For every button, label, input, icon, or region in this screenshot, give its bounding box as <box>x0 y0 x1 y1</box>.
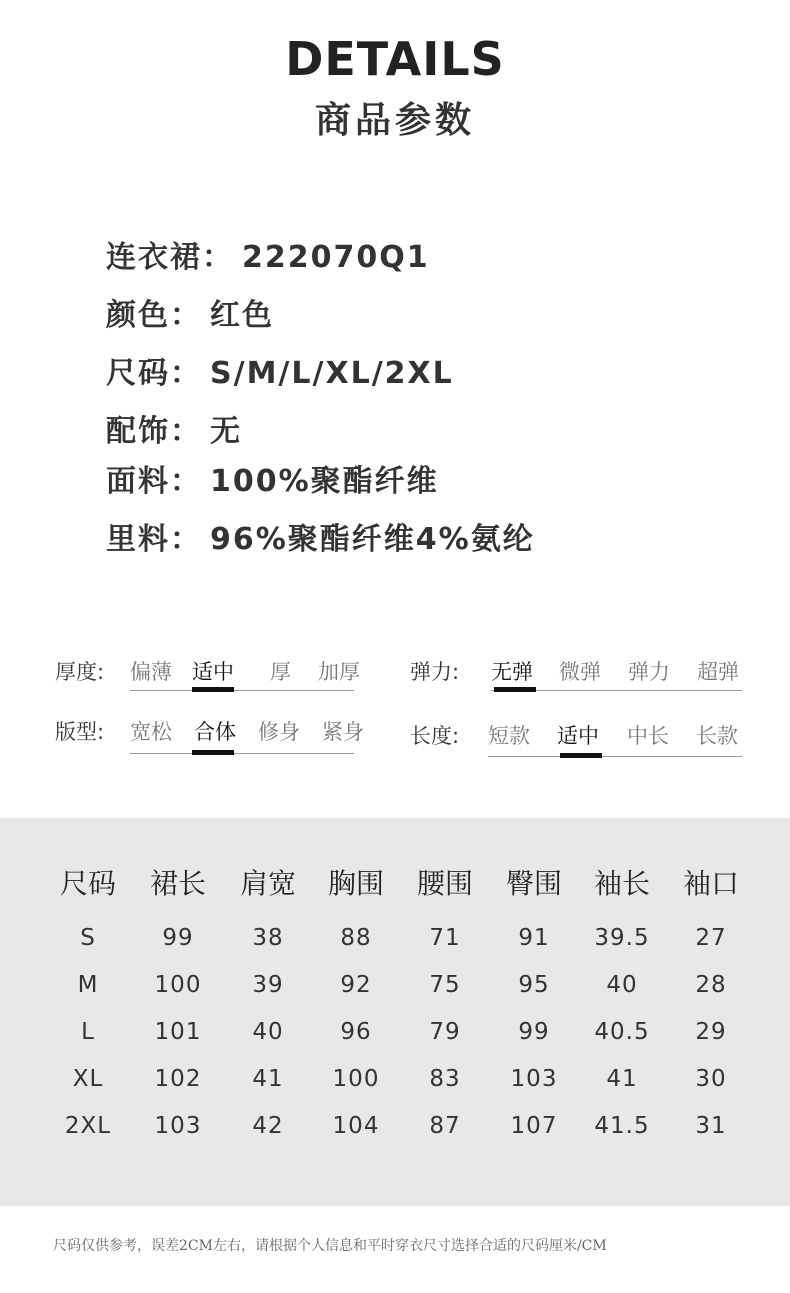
table-cell: 2XL <box>64 1113 112 1139</box>
thickness-option: 厚 <box>270 660 291 684</box>
table-cell: XL <box>72 1066 104 1092</box>
elasticity-option: 弹力 <box>628 660 670 684</box>
table-cell: 99 <box>162 925 194 951</box>
table-cell: 79 <box>429 1019 461 1045</box>
thickness-selected-marker <box>192 687 234 692</box>
table-cell: 29 <box>695 1019 727 1045</box>
thickness-option-selected: 适中 <box>192 660 234 684</box>
spec-row-size <box>106 348 454 392</box>
spec-row-accessory <box>106 406 242 450</box>
spec-row-dress-code <box>106 232 430 276</box>
spec-row-fabric <box>106 456 439 500</box>
spec-value: 红色 <box>210 298 274 333</box>
table-cell: 87 <box>429 1113 461 1139</box>
table-cell: 107 <box>510 1113 558 1139</box>
table-cell: M <box>77 972 99 998</box>
table-cell: 83 <box>429 1066 461 1092</box>
spec-row-color <box>106 290 274 334</box>
table-header-size: 尺码 <box>59 867 116 900</box>
elasticity-option-selected: 无弹 <box>491 660 533 684</box>
table-cell: 40 <box>252 1019 284 1045</box>
spec-label: 连衣裙： <box>106 240 234 275</box>
product-params-title: 商品参数 <box>314 100 475 141</box>
table-header-cuff: 袖口 <box>682 867 739 900</box>
length-option: 短款 <box>488 724 530 748</box>
spec-value: S/M/L/XL/2XL <box>210 356 454 391</box>
spec-value: 222070Q1 <box>242 240 430 275</box>
table-cell: 31 <box>695 1113 727 1139</box>
table-header-bust: 胸围 <box>327 867 384 900</box>
length-selected-marker <box>560 753 602 758</box>
spec-row-lining <box>106 514 535 558</box>
table-cell: 39 <box>252 972 284 998</box>
table-cell: 102 <box>154 1066 202 1092</box>
spec-label: 颜色： <box>106 298 202 333</box>
thickness-label: 厚度: <box>55 660 105 684</box>
table-cell: 39.5 <box>594 925 650 951</box>
spec-value: 100%聚酯纤维 <box>210 464 439 499</box>
table-header-dress-length: 裙长 <box>149 867 206 900</box>
table-cell: 96 <box>340 1019 372 1045</box>
fit-option-selected: 合体 <box>194 720 236 744</box>
thickness-option: 偏薄 <box>130 660 172 684</box>
spec-label: 配饰： <box>106 414 202 449</box>
fit-option: 修身 <box>258 720 300 744</box>
fit-scale-track <box>130 753 354 754</box>
elasticity-option: 超弹 <box>697 660 739 684</box>
spec-label: 里料： <box>106 522 202 557</box>
table-cell: 30 <box>695 1066 727 1092</box>
fit-option: 宽松 <box>130 720 172 744</box>
length-option: 长款 <box>696 724 738 748</box>
table-cell: 27 <box>695 925 727 951</box>
elasticity-label: 弹力: <box>410 660 460 684</box>
details-title: DETAILS <box>285 32 505 86</box>
spec-value: 96%聚酯纤维4%氨纶 <box>210 522 535 557</box>
fit-label: 版型: <box>55 720 105 744</box>
table-cell: 28 <box>695 972 727 998</box>
table-cell: 104 <box>332 1113 380 1139</box>
thickness-option: 加厚 <box>318 660 360 684</box>
spec-label: 面料： <box>106 464 202 499</box>
spec-value: 无 <box>210 414 242 449</box>
length-label: 长度: <box>410 724 460 748</box>
table-cell: 41.5 <box>594 1113 650 1139</box>
length-option-selected: 适中 <box>557 724 599 748</box>
table-cell: 42 <box>252 1113 284 1139</box>
table-cell: 41 <box>606 1066 638 1092</box>
table-cell: 40.5 <box>594 1019 650 1045</box>
table-cell: 103 <box>154 1113 202 1139</box>
table-cell: 75 <box>429 972 461 998</box>
table-cell: 40 <box>606 972 638 998</box>
table-cell: 38 <box>252 925 284 951</box>
size-disclaimer: 尺码仅供参考，误差2CM左右，请根据个人信息和平时穿衣尺寸选择合适的尺码厘米/CM <box>53 1238 607 1254</box>
table-cell: 41 <box>252 1066 284 1092</box>
table-cell: 100 <box>154 972 202 998</box>
table-cell: L <box>81 1019 95 1045</box>
table-cell: 95 <box>518 972 550 998</box>
table-cell: 92 <box>340 972 372 998</box>
table-cell: 91 <box>518 925 550 951</box>
elasticity-selected-marker <box>494 687 536 692</box>
spec-label: 尺码： <box>106 356 202 391</box>
elasticity-option: 微弹 <box>559 660 601 684</box>
table-header-hip: 臀围 <box>505 867 562 900</box>
length-scale-track <box>488 756 742 757</box>
table-cell: 103 <box>510 1066 558 1092</box>
fit-selected-marker <box>192 750 234 755</box>
table-cell: S <box>80 925 96 951</box>
thickness-scale-track <box>130 690 354 691</box>
table-cell: 88 <box>340 925 372 951</box>
table-cell: 100 <box>332 1066 380 1092</box>
length-option: 中长 <box>627 724 669 748</box>
table-header-waist: 腰围 <box>416 867 473 900</box>
table-cell: 101 <box>154 1019 202 1045</box>
table-header-sleeve-length: 袖长 <box>593 867 650 900</box>
table-header-shoulder: 肩宽 <box>239 867 296 900</box>
fit-option: 紧身 <box>322 720 364 744</box>
table-cell: 99 <box>518 1019 550 1045</box>
table-cell: 71 <box>429 925 461 951</box>
